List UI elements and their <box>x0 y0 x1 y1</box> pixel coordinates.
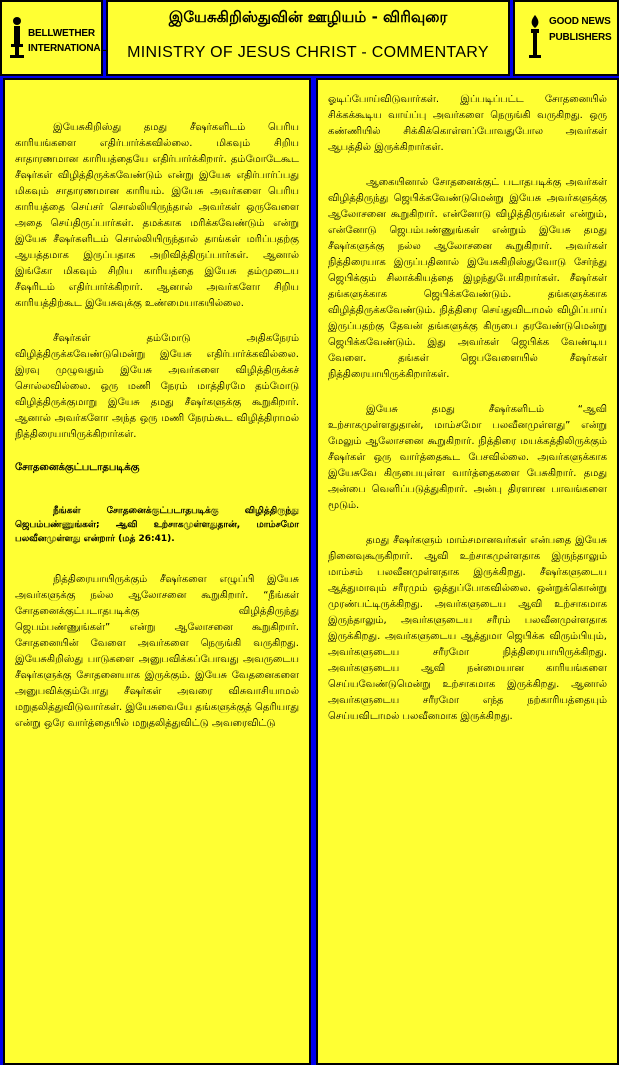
paragraph: இயேசுகிறிஸ்து தமது சீஷர்களிடம் பெரிய காரியங்களை எதிர்பார்க்கவில்லை. மிகவும் சிறிய சாதாரணமான காரியத்தையே எதிர்பார்க்கிறார். தம்மோடேகூட சீஷர்கள் விழித்திருக்கவேண்டும் என்று இயேசு எதிர்பார்ப்பது மிகவும் சாதாரணமான காரியம். இயேசு அவர்களை பெரிய காரியத்தை செய்சர் சொல்லியிருந்தால் அவர்கள் ஒருவேளை அதை செய்திருப்பார்கள். தமக்காக மரிக்கவேண்டும் என்று இயேசு சீஷர்களிடம் சொல்லியிருந்தால் தாங்கள் மரிப்பதற்கு ஆயத்தமாக இருப்பதாக அறிவித்திருப்பார்கள். ஆனால் இங்கோ மிகவும் சிறிய காரியத்தை இயேசு தம்முடைய சீஷரிடம் எதிர்பார்க்கிறார். ஆனால் அவர்களோ சிறிய காரியத்திற்கூட இயேசுவுக்கு உண்மையாகயில்லை. <box>15 122 299 309</box>
lamp-bearer-icon <box>8 16 26 60</box>
bellwether-logo-box <box>0 0 107 76</box>
bellwether-logo-text <box>28 26 106 56</box>
right-column <box>316 78 619 1065</box>
good-news-logo-box <box>513 0 619 76</box>
torch-icon <box>525 14 545 62</box>
good-news-logo-text <box>549 14 611 46</box>
paragraph: சீஷர்கள் தம்மோடு அதிகநேரம் விழித்திருக்கவேண்டுமென்று இயேசு எதிர்பார்க்கவில்லை. இரவு முழுவதும் இயேசு அவர்களை விழித்திருக்கச் சொல்லவில்லை. ஒரு மணி நேரம் மாத்திரமே தம்மோடு விழித்திருக்குமாறு இயேசு தமது சீஷர்களுக்கு கூறுகிறார். ஆனால் அவர்களோ அந்த ஒரு மணி நேரம்கூட விழித்திராமல் நித்திரையாயிருக்கிறார்கள். <box>15 333 299 440</box>
bellwether-logo-line1: BELLWETHER <box>28 28 95 39</box>
good-news-logo-line1: GOOD NEWS <box>549 16 611 27</box>
paragraph: இயேசு தமது சீஷர்களிடம் “ஆவி உற்சாகமுள்ளதுதான், மாம்சமோ பலவீனமுள்ளது” என்று மேலும் ஆலோசனை கூறுகிறார். நித்திரை மயக்கத்திலிருக்கும் சீஷர்கள் ஒரு வார்த்தைகூட பேசவில்லை. அவர்களுக்காக இயேசுவே கிருபையுள்ள வார்த்தைகளை பேசுகிறார். தமது அன்பை வெளிப்படுத்துகிறார். அன்பு திரளான பாவங்களை மூடும். <box>328 404 607 511</box>
left-column <box>3 78 311 1065</box>
title-box <box>106 0 510 76</box>
section-heading: சோதனைக்குட்படாதபடிக்கு <box>15 462 140 473</box>
good-news-logo-line2: PUBLISHERS <box>549 32 612 43</box>
page-title-english: MINISTRY OF JESUS CHRIST - COMMENTARY <box>127 44 489 61</box>
paragraph: ஆகையினால் சோதனைக்குட் படாதபடிக்கு அவர்கள் விழித்திருந்து ஜெபிக்கவேண்டுமென்று இயேசு அவர்களுக்கு ஆலோசனை கூறுகிறார். என்னோடு விழித்திருங்கள் என்றும், என்னோடு ஜெபம்பண்ணுங்கள் என்றும் இயேசு தமது சீஷர்களுக்கு நல்ல ஆலோசனை கூறுகிறார். அவர்கள் நித்திரையாக இருப்பதினால் இயேசுகிறிஸ்துவோடு சேர்ந்து ஜெபிக்கும் சிலாக்கியத்தை இழந்துபோகிறார்கள். சீஷர்கள் தங்களுக்காக ஜெபிக்கவேண்டும். தங்களுக்காக விழித்திருக்கவேண்டும். நித்திரை செய்துவிடாமல் விழிப்பாய் இருப்பதற்கு தேவன் தங்களுக்கு கிருபை தரவேண்டுமென்று ஜெபிக்கவேண்டும். இது அவர்கள் ஜெபிக்க வேண்டிய வேளை. தங்கள் ஜெபவேளையில் சீஷர்கள் நித்திரையாயிருக்கிறார்கள். <box>328 177 607 380</box>
page-title-tamil: இயேசுகிறிஸ்துவின் ஊழியம் - விரிவுரை <box>168 8 448 26</box>
paragraph-continued: ஓடிப்போய்விடுவார்கள். இப்படிப்பட்ட சோதனையில் சிக்கக்கூடிய வாய்ப்பு அவர்களை நெருங்கி வருகிறது. ஒரு கண்ணியில் சிக்கிக்கொள்ளப்போவதுபோல அவர்கள் ஆபத்தில் இருக்கிறார்கள். <box>328 94 607 153</box>
bellwether-logo-line2: INTERNATIONAL <box>28 43 107 54</box>
paragraph: தமது சீஷர்களும் மாம்சமானவர்கள் என்பதை இயேசு நினைவுகூருகிறார். ஆவி உற்சாகமுள்ளதாக இருந்தாலும் மாம்சம் பலவீனமுள்ளதாக இருக்கிறது. சீஷர்களுடைய ஆத்துமாவும் சரீரமும் ஒத்துப்போகவில்லை. ஒன்றுக்கொன்று முரண்பட்டிருக்கிறது. அவர்களுடைய ஆவி உற்சாகமாக இருந்தாலும், அவர்களுடைய சரீரம் பலவீனமுள்ளதாக இருக்கிறது. அவர்களுடைய ஆத்துமா ஜெபிக்க விரும்பியும், அவர்களுடைய சரீரமோ நித்திரையாயிருக்கிறது. அவர்களுடைய ஆவி நன்மையான காரியங்களை செய்யவேண்டுமென்று உற்சாகமாக இருக்கிறது. ஆனால் அவர்களுடைய சரீரமோ எந்த நற்காரியத்தையும் செய்யவிடாமல் பலவீனமாக இருக்கிறது. <box>328 535 607 722</box>
paragraph: நித்திரையாயிருக்கும் சீஷர்களை எழுப்பி இயேசு அவர்களுக்கு நல்ல ஆலோசனை கூறுகிறார். “நீங்கள் சோதனைக்குட்படாதபடிக்கு விழித்திருந்து ஜெபம்பண்ணுங்கள்” என்று ஆலோசனை கூறுகிறார். சோதனையின் வேளை அவர்களை நெருங்கி வருகிறது. இயேசுகிறிஸ்து பாடுகளை அனுபவிக்கப்போவது அவருடைய சீஷர்களுக்கு சோதனையாக இருக்கும். இயேசு வேதனைகளை அனுபவிக்கும்போது சீஷர்கள் அவரை விசுவாசியாமல் மறுதலித்துவிடுவார்கள். இயேசுவையே தங்களுக்குத் தெரியாது என்று ஒரே வார்த்தையில் மறுதலித்துவிட்டு அவரைவிட்டு <box>15 574 299 729</box>
scripture-verse: நீங்கள் சோதனைக்குட்படாதபடிக்கு விழித்திருந்து ஜெபம்பண்ணுங்கள்; ஆவி உற்சாகமுள்ளதுதான், மாம்சமோ பலவீனமுள்ளது என்றார் (மத் 26:41). <box>15 506 299 544</box>
